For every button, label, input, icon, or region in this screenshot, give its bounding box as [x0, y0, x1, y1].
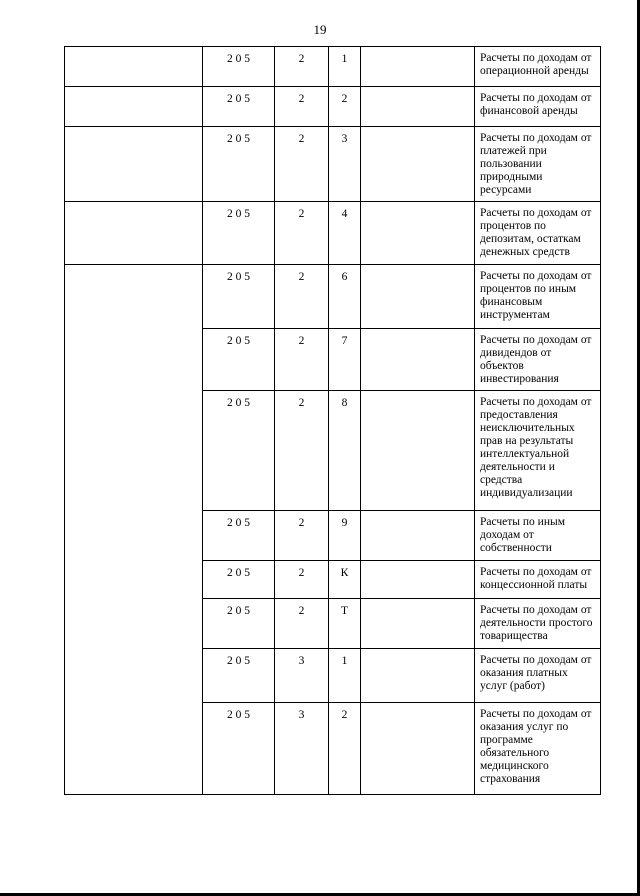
blank-cell	[65, 87, 203, 127]
empty-cell	[361, 329, 475, 391]
digit2-cell: 4	[329, 202, 361, 265]
empty-cell	[361, 649, 475, 703]
digit2-cell: К	[329, 561, 361, 599]
digit1-cell: 2	[275, 47, 329, 87]
empty-cell	[361, 87, 475, 127]
digit1-cell: 2	[275, 202, 329, 265]
digit2-cell: 1	[329, 47, 361, 87]
code-cell: 2 0 5	[203, 599, 275, 649]
digit1-cell: 2	[275, 265, 329, 329]
description-cell: Расчеты по доходам от оказания услуг по программе обязательного медицинского страхования	[475, 703, 601, 795]
table-row	[65, 47, 601, 87]
empty-cell	[361, 202, 475, 265]
accounts-table	[64, 46, 601, 795]
digit2-cell: 3	[329, 127, 361, 202]
page-number: 19	[313, 22, 327, 37]
table-row	[65, 127, 601, 202]
digit2-cell: 2	[329, 703, 361, 795]
digit1-cell: 2	[275, 561, 329, 599]
empty-cell	[361, 265, 475, 329]
code-cell: 2 0 5	[203, 703, 275, 795]
digit1-cell: 2	[275, 391, 329, 511]
description-cell: Расчеты по доходам от дивидендов от объектов инвестирования	[475, 329, 601, 391]
digit2-cell: Т	[329, 599, 361, 649]
digit1-cell: 2	[275, 329, 329, 391]
digit1-cell: 2	[275, 599, 329, 649]
description-cell: Расчеты по доходам от процентов по иным финансовым инструментам	[475, 265, 601, 329]
description-cell: Расчеты по доходам от оказания платных услуг (работ)	[475, 649, 601, 703]
digit2-cell: 6	[329, 265, 361, 329]
description-cell: Расчеты по доходам от операционной аренды	[475, 47, 601, 87]
code-cell: 2 0 5	[203, 649, 275, 703]
blank-cell	[65, 202, 203, 265]
code-cell: 2 0 5	[203, 127, 275, 202]
empty-cell	[361, 127, 475, 202]
digit1-cell: 3	[275, 649, 329, 703]
empty-cell	[361, 561, 475, 599]
empty-cell	[361, 511, 475, 561]
digit1-cell: 3	[275, 703, 329, 795]
digit1-cell: 2	[275, 511, 329, 561]
code-cell: 2 0 5	[203, 329, 275, 391]
empty-cell	[361, 599, 475, 649]
table-row	[65, 265, 601, 329]
code-cell: 2 0 5	[203, 265, 275, 329]
code-cell: 2 0 5	[203, 87, 275, 127]
digit1-cell: 2	[275, 127, 329, 202]
description-cell: Расчеты по доходам от концессионной платы	[475, 561, 601, 599]
code-cell: 2 0 5	[203, 561, 275, 599]
table-row	[65, 87, 601, 127]
digit2-cell: 9	[329, 511, 361, 561]
blank-cell	[65, 127, 203, 202]
blank-cell	[65, 47, 203, 87]
empty-cell	[361, 391, 475, 511]
digit2-cell: 2	[329, 87, 361, 127]
digit2-cell: 7	[329, 329, 361, 391]
code-cell: 2 0 5	[203, 391, 275, 511]
blank-cell	[65, 265, 203, 795]
empty-cell	[361, 47, 475, 87]
empty-cell	[361, 703, 475, 795]
description-cell: Расчеты по доходам от финансовой аренды	[475, 87, 601, 127]
description-cell: Расчеты по иным доходам от собственности	[475, 511, 601, 561]
accounts-table-container	[64, 46, 600, 795]
code-cell: 2 0 5	[203, 202, 275, 265]
description-cell: Расчеты по доходам от деятельности простого товарищества	[475, 599, 601, 649]
description-cell: Расчеты по доходам от платежей при пользовании природными ресурсами	[475, 127, 601, 202]
digit2-cell: 8	[329, 391, 361, 511]
description-cell: Расчеты по доходам от процентов по депозитам, остаткам денежных средств	[475, 202, 601, 265]
description-cell: Расчеты по доходам от предоставления неисключительных прав на результаты интеллектуальной деятельности и средства индивидуализации	[475, 391, 601, 511]
code-cell: 2 0 5	[203, 511, 275, 561]
table-row	[65, 202, 601, 265]
digit2-cell: 1	[329, 649, 361, 703]
digit1-cell: 2	[275, 87, 329, 127]
code-cell: 2 0 5	[203, 47, 275, 87]
